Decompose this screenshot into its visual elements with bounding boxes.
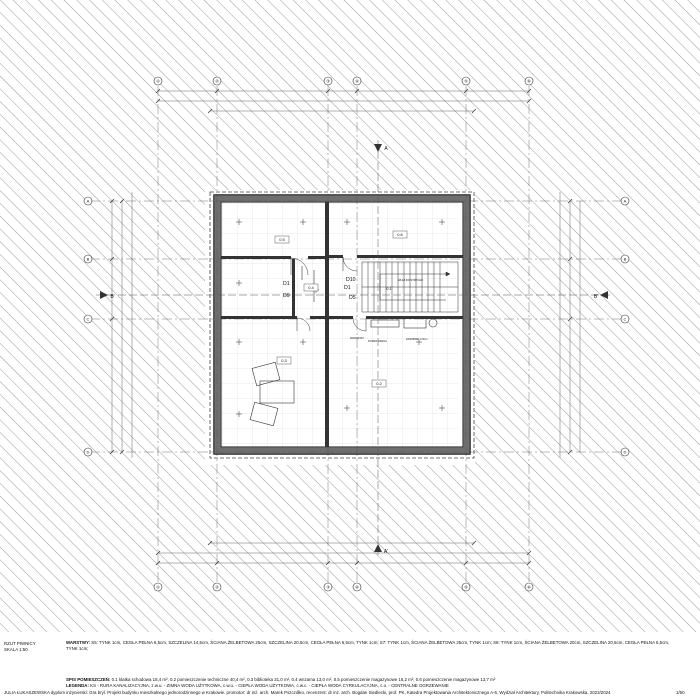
room-tag: 0.1 <box>386 286 392 291</box>
grid-col-label: ⑤ <box>464 78 468 84</box>
room-tag: 0.4 <box>308 285 314 290</box>
plan-note: POMPA CIEPŁA <box>368 340 387 343</box>
wall-layers-spec <box>66 640 682 651</box>
section-mark: A' <box>383 549 389 555</box>
credits-line: JULIA ŁUKASZEWSKA dyplom inżynierski: Gra bryl. Projekt budynku mieszkalnego jednorodzinnego w Krakowie. promotor: dr inż. arch. Marek Pszczółko, recenzent: dr inż. arch. Bogdan Siedlecki, prof. PK, Katedra Projektowania Architektonicznego A-6, Wydział Architektury, Politechnika Krakowska, 2023/2024 <box>4 690 611 695</box>
drawing-scale: SKALA 1:50 <box>4 647 28 652</box>
door-tag: D1 <box>283 281 290 287</box>
plan-note: WŁAZ DO STRYCHU <box>398 279 424 282</box>
plan-note: WARSZTAT <box>350 337 364 340</box>
grid-col-label: ② <box>215 584 219 590</box>
room-list-label: SPIS POMIESZCZEŃ: <box>66 677 111 682</box>
grid-col-label: ① <box>156 78 160 84</box>
room-list-text: 0.1 klatka schodowa 18,4 m², 0.2 pomieszczenie techniczne 40,4 m², 0.3 biblioteka 31,0 m², 0.4 wnzama 13,0 m², 0.5 pomieszczenie magazynowe 16,2 m², 0.6 pomieszczenie magazynowe 13,7 m² <box>111 677 496 682</box>
door-tag: D10 <box>346 277 356 283</box>
grid-col-label: ④ <box>355 78 359 84</box>
room-tag: 0.6 <box>397 232 403 237</box>
door-tag: D5 <box>349 295 356 301</box>
wall-layers-label: WARSTWY: <box>66 640 91 645</box>
grid-col-label: ② <box>215 78 219 84</box>
section-mark: B <box>110 294 114 300</box>
section-mark: A <box>384 146 388 152</box>
grid-col-label: ③ <box>326 78 330 84</box>
grid-row-label: A <box>86 198 90 204</box>
grid-row-label: A <box>623 198 627 204</box>
grid-col-label: ⑤ <box>464 584 468 590</box>
grid-col-label: ⑥ <box>527 584 531 590</box>
room-tag: 0.2 <box>376 381 382 386</box>
plan-note: ZASOBNIK C.W.U. <box>406 338 429 341</box>
legend-label: LEGENDA: <box>66 683 89 688</box>
grid-col-label: ⑥ <box>527 78 531 84</box>
door-tag: D9 <box>283 293 290 299</box>
grid-col-label: ④ <box>355 584 359 590</box>
grid-col-label: ① <box>156 584 160 590</box>
door-tag: D1 <box>344 285 351 291</box>
title-block <box>0 632 700 700</box>
grid-col-label: ③ <box>326 584 330 590</box>
legend-text: KS - RURA KANALIZACYJNA, z.w.u. - ZIMNA WODA UŻYTKOWA, c.w.u. - CIEPŁA WODA UŻYTKOWA, c.w.c. - CIEPŁA WODA CYRKULACYJNA, c.o. - CENTRALNE OGRZEWANIE <box>90 683 449 688</box>
legend <box>66 683 449 689</box>
room-tag: 0.3 <box>281 358 287 363</box>
floor-tiles <box>222 203 458 449</box>
grid-row-label: D <box>86 449 90 455</box>
grid-row-label: B <box>86 256 90 262</box>
drawing-title: RZUT PIWNICY <box>4 641 36 646</box>
room-list <box>66 677 495 683</box>
grid-row-label: C <box>86 316 90 322</box>
wall-layers-text: S5: TYNK 1cm, CEGŁA PEŁNA 6,5cm, SZCZELINA 14,5cm, ŚCIANA ŻELBETOWA 25cm, SZCZELINA 20,5cm, CEGŁA PEŁNA 6,5cm, TYNK 1cm; S7: TYNK 1cm, ŚCIANA ŻELBETOWA 25cm, TYNK 1cm; S8: TYNK 1cm, ŚCIANA ŻELBETOWA 20cm, SZCZELINA 20,5cm, CEGŁA PEŁNA 6,5cm, TYNK 1cm; <box>66 640 670 651</box>
page-number: 1/50 <box>676 690 685 695</box>
grid-row-label: B <box>623 256 627 262</box>
section-mark: B' <box>593 294 599 300</box>
grid-row-label: C <box>623 316 627 322</box>
grid-row-label: D <box>623 449 627 455</box>
room-tag: 0.5 <box>279 237 285 242</box>
